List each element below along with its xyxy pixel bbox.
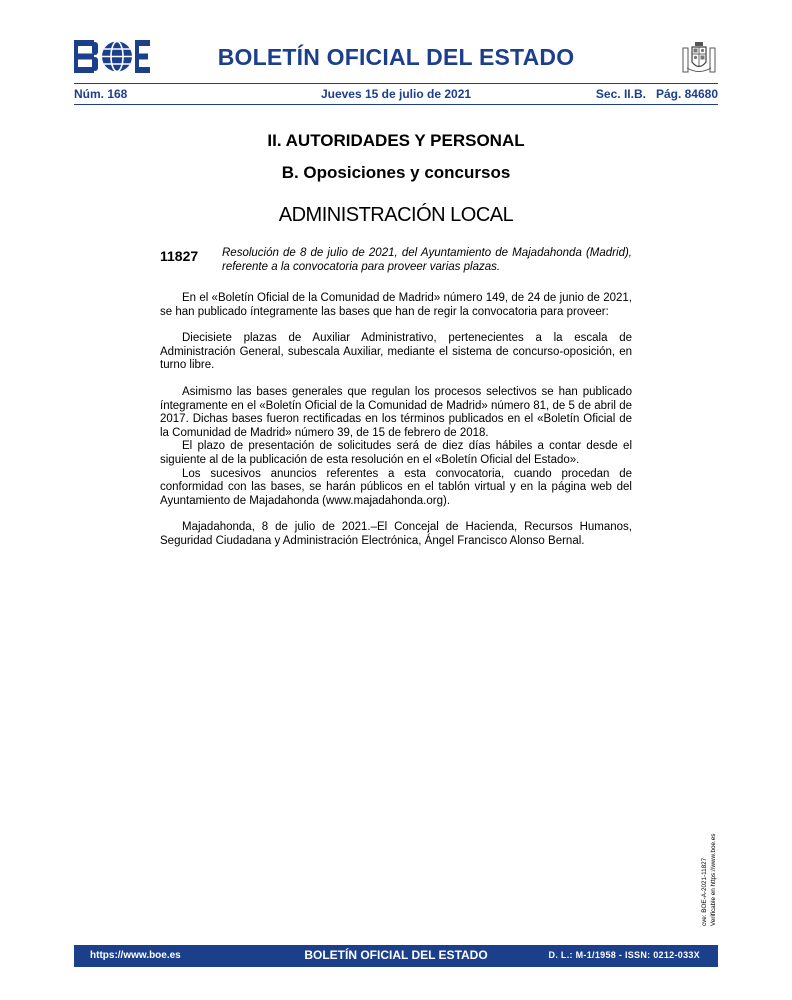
header-metadata: [74, 87, 718, 103]
footer-url-link[interactable]: https://www.boe.es: [90, 950, 181, 961]
verification-note: [700, 806, 724, 926]
body-paragraph: Asimismo las bases generales que regulan los procesos selectivos se han publicado íntegramente en el «Boletín Oficial de la Comunidad de Madrid» número 81, de 5 de abril de 2017. Dichas bases fueron rectificadas en los términos publicados en el «Boletín Oficial de la Comunidad de Madrid» número 39, de 15 de febrero de 2018.: [160, 385, 632, 439]
entry-title: Resolución de 8 de julio de 2021, del Ayuntamiento de Majadahonda (Madrid), referente a la convocatoria para proveer varias plazas.: [222, 247, 632, 273]
footer-bar: [74, 945, 718, 967]
subsection-title: B. Oposiciones y concursos: [281, 163, 511, 182]
body-paragraph: Los sucesivos anuncios referentes a esta convocatoria, cuando procedan de conformidad con las bases, se harán públicos en el tablón virtual y en la página web del Ayuntamiento de Majadahonda (www.majadahonda.org).: [160, 467, 632, 507]
header-rule: [74, 83, 718, 84]
footer-legal: D. L.: M-1/1958 - ISSN: 0212-033X: [548, 950, 700, 960]
header-rule-bottom: [74, 104, 718, 105]
cve-code: cve: BOE-A-2021-11827: [701, 857, 708, 926]
section-page: Sec. II.B. Pág. 84680: [595, 87, 718, 101]
issue-number: Núm. 168: [74, 87, 128, 101]
verification-url: Verificable en https://www.boe.es: [710, 833, 717, 926]
administration-title: ADMINISTRACIÓN LOCAL: [278, 204, 514, 226]
section-title: II. AUTORIDADES Y PERSONAL: [267, 131, 525, 150]
boe-logo: [74, 40, 150, 73]
body-paragraph: Diecisiete plazas de Auxiliar Administrativo, pertenecientes a la escala de Administración General, subescala Auxiliar, mediante el sistema de concurso-oposición, en turno libre.: [160, 332, 632, 372]
issue-date: Jueves 15 de julio de 2021: [320, 87, 472, 101]
body-paragraph: En el «Boletín Oficial de la Comunidad de Madrid» número 149, de 24 de junio de 2021, se han publicado íntegramente las bases que han de regir la convocatoria para proveer:: [160, 292, 632, 318]
entry-number: 11827: [160, 248, 199, 264]
coat-of-arms-icon: [681, 38, 717, 76]
signature-paragraph: Majadahonda, 8 de julio de 2021.–El Concejal de Hacienda, Recursos Humanos, Seguridad Ciudadana y Administración Electrónica, Ángel Francisco Alonso Bernal.: [160, 521, 632, 547]
journal-title: BOLETÍN OFICIAL DEL ESTADO: [217, 44, 575, 70]
footer-title: BOLETÍN OFICIAL DEL ESTADO: [304, 948, 488, 962]
resolution-body: [160, 292, 632, 549]
body-paragraph: El plazo de presentación de solicitudes será de diez días hábiles a contar desde el siguiente al de la publicación de esta resolución en el «Boletín Oficial del Estado».: [160, 440, 632, 466]
